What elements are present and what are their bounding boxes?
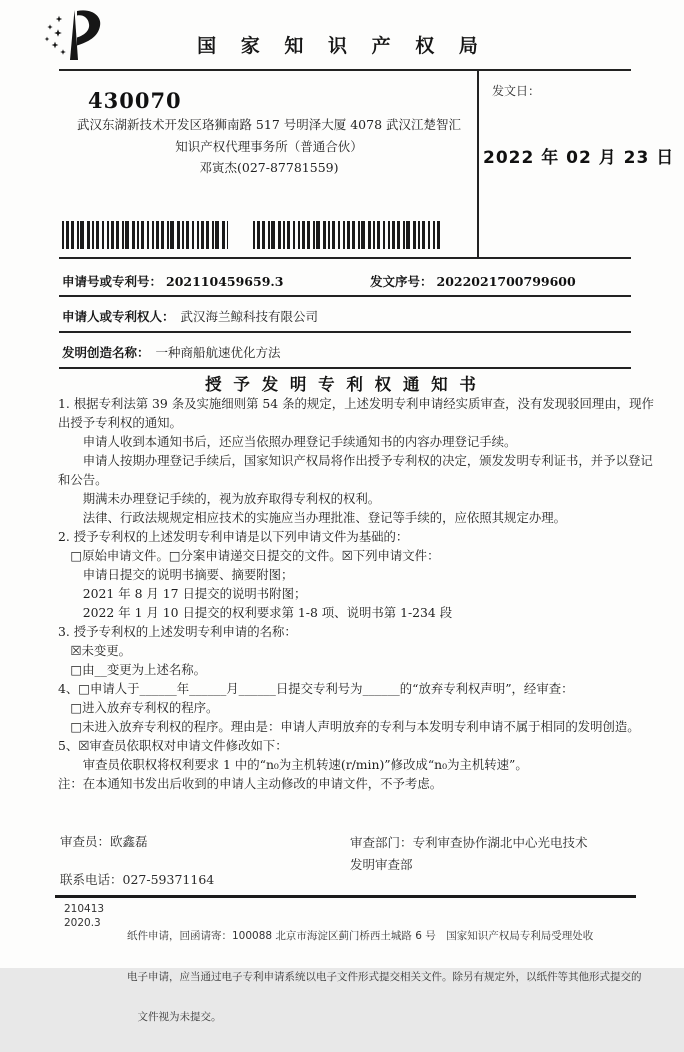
application-number-label: 申请号或专利号：: [62, 274, 163, 289]
divider: [59, 257, 631, 259]
notice-line: 期满未办理登记手续的，视为放弃取得专利权的权利。: [58, 491, 381, 506]
notice-line: 申请人收到本通知书后，还应当依照办理登记手续通知书的内容办理登记手续。: [58, 434, 517, 449]
phone-label: 联系电话：: [60, 872, 123, 887]
notice-body: [58, 394, 654, 793]
form-version: 2020.3: [64, 916, 101, 929]
notice-line: 2022 年 1 月 10 日提交的权利要求第 1-8 项、说明书第 1-234 段: [58, 605, 453, 620]
notice-line: 法律、行政法规规定相应技术的实施应当办理批准、登记等手续的，应依照其规定办理。: [58, 510, 567, 525]
form-code: 210413: [64, 903, 105, 915]
examiner-label: 审查员：: [60, 834, 111, 849]
divider: [59, 331, 631, 333]
notice-line-checkbox: 5、☒审查员依职权对申请文件修改如下：: [58, 738, 288, 753]
footer-note-line: 文件视为未提交。: [127, 1011, 222, 1023]
department-block: [350, 832, 650, 875]
form-codes: [64, 903, 104, 930]
notice-line: 和公告。: [58, 472, 108, 487]
invention-title-label: 发明创造名称：: [62, 345, 150, 360]
notice-line: 2. 授予专利权的上述发明专利申请是以下列申请文件为基础的：: [58, 529, 409, 544]
footer-divider: [55, 895, 636, 898]
barcode-left-icon: [62, 221, 228, 249]
notice-line: 申请日提交的说明书摘要、摘要附图；: [58, 567, 294, 582]
applicant-row: [62, 307, 632, 325]
applicant-label: 申请人或专利权人：: [62, 309, 175, 324]
footer-note-line: 纸件申请，回函请寄：100088 北京市海淀区蓟门桥西土城路 6 号 国家知识产权局专利局受理处收: [127, 930, 594, 942]
recipient-address: [62, 114, 476, 179]
serial-number-label: 发文序号：: [370, 274, 433, 289]
postal-code: 430070: [88, 88, 182, 113]
department-label: 审查部门：: [350, 835, 413, 850]
serial-number-pair: [370, 272, 576, 290]
header-divider: [59, 69, 631, 71]
dispatch-date-value: 2022 年 02 月 23 日: [483, 148, 675, 168]
examiner-row: [60, 832, 148, 850]
invention-title-value: 一种商船航速优化方法: [155, 345, 281, 360]
serial-number-value: 2022021700799600: [436, 274, 576, 289]
notice-line: 出授予专利权的通知。: [58, 415, 182, 430]
divider: [59, 295, 631, 297]
department-line: 发明审查部: [350, 856, 413, 872]
notice-line-checkbox: □进入放弃专利权的程序。: [58, 700, 219, 715]
notice-line: 注：在本通知书发出后收到的申请人主动修改的申请文件，不予考虑。: [58, 776, 443, 791]
divider: [59, 367, 631, 369]
footer-note-line: 电子申请，应当通过电子专利申请系统以电子文件形式提交相关文件。除另有规定外，以纸件等其他形式提交的: [127, 970, 642, 983]
department-value: 专利审查协作湖北中心光电技术: [412, 835, 588, 850]
notice-line-checkbox: 4、□申请人于______年______月______日提交专利号为______的“放弃专利权声明”，经审查：: [58, 681, 574, 696]
notice-line-checkbox: □由__变更为上述名称。: [58, 662, 207, 677]
barcode-right-icon: [253, 221, 441, 249]
notice-line: 3. 授予专利权的上述发明专利申请的名称：: [58, 624, 297, 639]
phone-value: 027-59371164: [122, 872, 215, 887]
applicant-value: 武汉海兰鲸科技有限公司: [180, 309, 319, 324]
address-line: 知识产权代理事务所（普通合伙）: [175, 138, 363, 154]
application-number-row: [62, 272, 632, 290]
footer-notes: [127, 903, 672, 1052]
invention-title-row: [62, 343, 632, 361]
notice-line: 申请人按期办理登记手续后，国家知识产权局将作出授予专利权的决定，颁发发明专利证书，并予以登记: [58, 453, 653, 468]
examiner-name: 欧鑫磊: [110, 834, 148, 849]
notice-line: 审查员依职权将权利要求 1 中的“n₀为主机转速(r/min)”修改成“n₀为主机转速”。: [58, 757, 528, 772]
notice-title: 授 予 发 明 专 利 权 通 知 书: [205, 375, 479, 394]
dispatch-date-label: 发文日：: [492, 84, 541, 98]
header-vertical-divider: [477, 69, 479, 259]
department-line: [350, 832, 650, 854]
notice-line: 1. 根据专利法第 39 条及实施细则第 54 条的规定，上述发明专利申请经实质审查，没有发现驳回理由，现作: [58, 396, 654, 411]
notice-line-checkbox: ☒未变更。: [58, 643, 132, 658]
agency-title: 国 家 知 识 产 权 局: [197, 35, 487, 57]
address-line: 武汉东湖新技术开发区珞狮南路 517 号明泽大厦 4078 武汉江楚智汇: [76, 117, 462, 132]
notice-line-checkboxes: □原始申请文件。□分案申请递交日提交的文件。☒下列申请文件：: [58, 548, 440, 563]
address-line: 邓寅杰(027-87781559): [199, 160, 339, 175]
application-number-value: 202110459659.3: [166, 274, 284, 289]
notice-line: 2021 年 8 月 17 日提交的说明书附图；: [58, 586, 307, 601]
phone-row: [60, 870, 214, 888]
notice-line-checkbox: □未进入放弃专利权的程序。理由是：申请人声明放弃的专利与本发明专利申请不属于相同的发明创造。: [58, 719, 640, 734]
